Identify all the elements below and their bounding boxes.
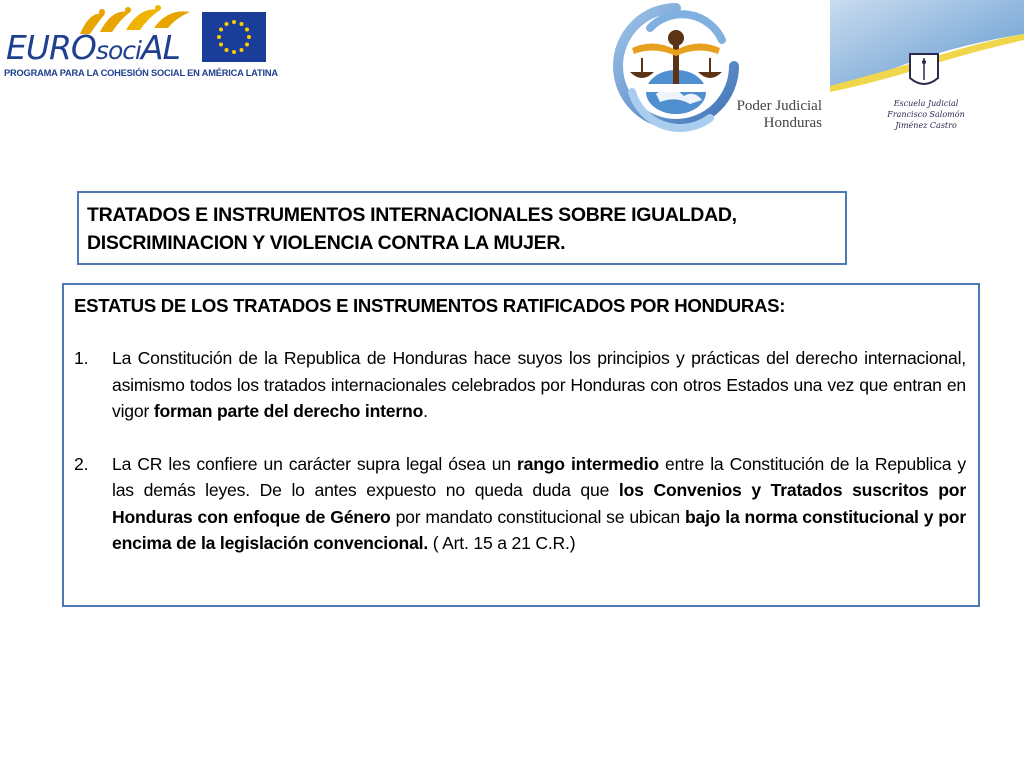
list-item: 2. La CR les confiere un carácter supra legal ósea un rango intermedio entre la Constitución de la Republica y las demás leyes. De lo antes expuesto no queda duda que los Convenios y Tratados suscritos por Honduras con enfoque de Género por mandato constitucional se ubican bajo la norma constitucional y por encima de la legislación convencional. ( Art. 15 a 21 C.R.) <box>74 451 966 557</box>
status-list <box>74 345 966 557</box>
escuela-judicial-logo <box>830 0 1024 138</box>
title-box <box>77 191 847 265</box>
list-item: 1. La Constitución de la Republica de Honduras hace suyos los principios y prácticas del derecho internacional, asimismo todos los tratados internacionales celebrados por Honduras con otros Estados una vez que entran en vigor forman parte del derecho interno. <box>74 345 966 425</box>
poder-judicial-text: Poder Judicial Honduras <box>736 98 822 131</box>
list-item-number: 2. <box>74 453 89 474</box>
status-heading: ESTATUS DE LOS TRATADOS E INSTRUMENTOS RATIFICADOS POR HONDURAS: <box>74 295 786 316</box>
eurosocial-tagline: PROGRAMA PARA LA COHESIÓN SOCIAL EN AMÉRICA LATINA <box>4 68 278 78</box>
escuela-judicial-caption: Escuela Judicial Francisco Salomón Jiménez Castro <box>887 99 965 130</box>
title-line-1: TRATADOS E INSTRUMENTOS INTERNACIONALES SOBRE IGUALDAD, <box>87 204 737 226</box>
eurosocial-wordmark: EUROsociAL <box>6 28 180 67</box>
eurosocial-logo <box>4 4 278 82</box>
eu-flag-icon <box>202 12 266 62</box>
list-item-number: 1. <box>74 348 89 368</box>
status-content-box <box>62 283 980 607</box>
poder-judicial-logo <box>610 0 830 138</box>
title-line-2: DISCRIMINACION Y VIOLENCIA CONTRA LA MUJER. <box>87 232 566 254</box>
